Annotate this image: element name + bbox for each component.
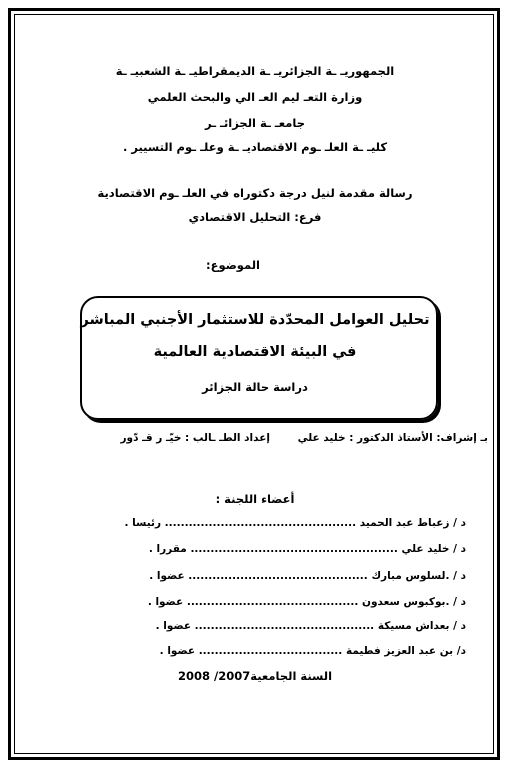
jury-member-name: د / .لسلوس مبارك <box>371 570 466 582</box>
university-line: جامعـ ـة الجزائـ ـر <box>204 116 306 130</box>
jury-member <box>46 570 466 582</box>
academic-year: السنة الجامعية2007/ 2008 <box>177 669 333 683</box>
jury-dots: .................................... <box>198 645 343 657</box>
republic-line: الجمهوريـ ـة الجزائريـ ـة الديمقراطيـ ـة الشعبيـ ـة <box>115 64 395 78</box>
jury-dots: ........................................... <box>186 596 359 608</box>
thesis-title-line2: في البيئة الاقتصادية العالمية <box>153 344 357 360</box>
supervisor-credit: بـ إشراف: الأستاذ الدكتور : خليد علي <box>297 432 488 444</box>
thesis-title-line1: تحليل العوامل المحدّدة للاستثمار الأجنبي المباشر <box>80 312 430 328</box>
jury-member-name: د / بعداش مسيكة <box>377 620 466 632</box>
jury-member-name: د / زعباط عبد الحميد <box>359 517 466 529</box>
jury-member-role: عضوا . <box>155 620 192 632</box>
jury-member <box>46 645 466 657</box>
thesis-branch: فرع: التحليل الاقتصادي <box>188 210 322 224</box>
jury-member-role: مقررا . <box>148 543 187 555</box>
faculty-line: كليـ ـة العلـ ـوم الاقتصاديـ ـة وعلـ ـوم التسيير . <box>122 140 388 154</box>
jury-member-role: عضوا . <box>159 645 196 657</box>
thesis-type: رسالة مقدمة لنيل درجة دكتوراه في العلـ ـوم الاقتصادية <box>97 186 413 200</box>
subject-label: الموضوع: <box>206 258 260 272</box>
jury-member <box>46 543 466 555</box>
thesis-subtitle: دراسة حالة الجزائر <box>202 380 308 394</box>
jury-member-role: رئيسا . <box>124 517 161 529</box>
jury-member <box>46 596 466 608</box>
jury-member-name: د / خليد علي <box>401 543 466 555</box>
jury-heading: أعضاء اللجنة : <box>215 492 295 506</box>
student-credit: إعداد الطـ ـالب : خيّـ ر قـ دّور <box>120 432 270 444</box>
jury-dots: ................................................ <box>164 517 357 529</box>
ministry-line: وزارة التعـ ليم العـ الي والبحث العلمي <box>147 90 363 104</box>
jury-member-name: د / .بوكبوس سعدون <box>362 596 466 608</box>
jury-member-name: د/ بن عبد العزيز فطيمة <box>345 645 466 657</box>
jury-member <box>46 517 466 529</box>
jury-member-role: عضوا . <box>147 596 184 608</box>
jury-member-role: عضوا . <box>149 570 185 582</box>
jury-dots: ............................................. <box>188 570 368 582</box>
jury-dots: .................................................... <box>190 543 398 555</box>
jury-member <box>46 620 466 632</box>
jury-dots: ............................................. <box>194 620 375 632</box>
